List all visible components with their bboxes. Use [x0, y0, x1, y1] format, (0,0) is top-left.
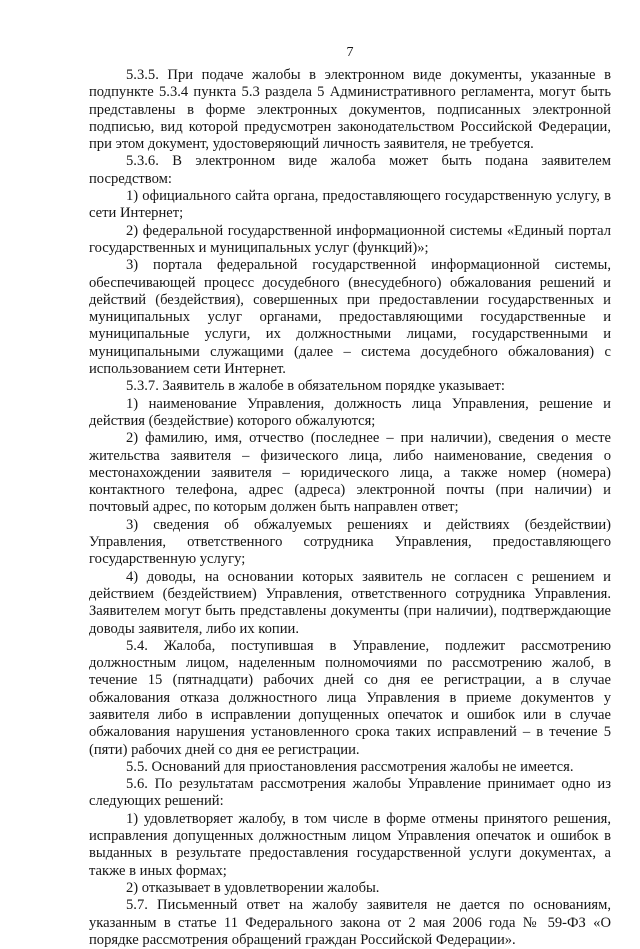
paragraph-5-3-5: 5.3.5. При подаче жалобы в электронном виде документы, указанные в подпункте 5.3.4 пункта 5.3 раздела 5 Административного регламента, могут быть представлены в форме электронных документов, подписанных электронной подписью, вид которой предусмотрен законодательством Российской Федерации, при этом документ, удостоверяющий личность заявителя, не требуется. [89, 67, 611, 153]
list-item: 3) сведения об обжалуемых решениях и действиях (бездействии) Управления, ответственного сотрудника Управления, предоставляющего государственную услугу; [89, 516, 611, 568]
page-number: 7 [346, 45, 354, 60]
document-body [89, 67, 611, 949]
list-item: 1) удовлетворяет жалобу, в том числе в форме отмены принятого решения, исправления допущенных должностным лицом Управления опечаток и ошибок в выданных в результате предоставления государственной услуги документах, а также в иных формах; [89, 810, 611, 879]
paragraph-5-3-6: 5.3.6. В электронном виде жалоба может быть подана заявителем посредством: [89, 153, 611, 187]
list-item: 3) портала федеральной государственной информационной системы, обеспечивающей процесс досудебного (внесудебного) обжалования решений и действий (бездействия), совершенных при предоставлении государственных и муниципальных услуг органами, предоставляющими государственные и муниципальные услуги, их должностными лицами, государственными и муниципальными служащими (далее – система досудебного обжалования) с использованием сети Интернет. [89, 257, 611, 378]
list-item: 1) официального сайта органа, предоставляющего государственную услугу, в сети Интернет; [89, 188, 611, 222]
list-item: 2) федеральной государственной информационной системы «Единый портал государственных и муниципальных услуг (функций)»; [89, 222, 611, 256]
list-item: 2) отказывает в удовлетворении жалобы. [126, 879, 380, 896]
paragraph-5-3-7: 5.3.7. Заявитель в жалобе в обязательном порядке указывает: [126, 378, 505, 395]
paragraph-5-7: 5.7. Письменный ответ на жалобу заявителя не дается по основаниям, указанным в статье 11 Федерального закона от 2 мая 2006 года № 59-ФЗ «О порядке рассмотрения обращений граждан Российской Федерации». [89, 897, 611, 948]
paragraph-5-6: 5.6. По результатам рассмотрения жалобы Управление принимает одно из следующих решений: [89, 776, 611, 810]
paragraph-5-5: 5.5. Оснований для приостановления рассмотрения жалобы не имеется. [126, 758, 574, 775]
list-item: 2) фамилию, имя, отчество (последнее – при наличии), сведения о месте жительства заявителя – физического лица, либо наименование, сведения о местонахождении заявителя – юридического лица, а также номер (номера) контактного телефона, адрес (адреса) электронной почты (при наличии) и почтовый адрес, по которым должен быть направлен ответ; [89, 430, 611, 516]
list-item: 4) доводы, на основании которых заявитель не согласен с решением и действием (бездействием) Управления, ответственного сотрудника Управления. Заявителем могут быть представлены документы (при наличии), подтверждающие доводы заявителя, либо их копии. [89, 568, 611, 637]
paragraph-5-4: 5.4. Жалоба, поступившая в Управление, подлежит рассмотрению должностным лицом, наделенным полномочиями по рассмотрению жалоб, в течение 15 (пятнадцати) рабочих дней со дня ее регистрации, а в случае обжалования отказа должностного лица Управления в приеме документов у заявителя либо в исправлении допущенных опечаток и ошибок или в случае обжалования нарушения установленного срока таких исправлений – в течение 5 (пяти) рабочих дней со дня ее регистрации. [89, 637, 611, 758]
list-item: 1) наименование Управления, должность лица Управления, решение и действия (бездействие) которого обжалуются; [89, 395, 611, 429]
